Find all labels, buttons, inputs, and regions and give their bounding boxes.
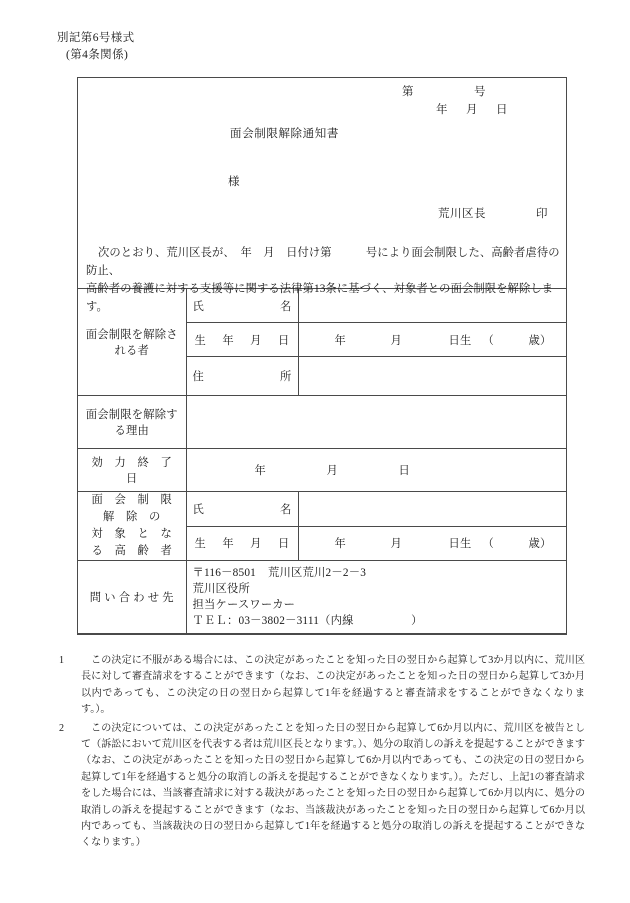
form-number-line1: 別記第6号様式 [57,32,135,44]
elderly-target-name-value[interactable] [298,492,566,527]
notice-header-block [78,78,566,313]
reason-value[interactable] [186,396,566,449]
elderly-target-row-label [78,492,186,561]
elderly-dob-day: 日生 [448,538,472,551]
elderly-name-label-char-first: 氏 [192,503,204,516]
expiry-month: 月 [326,465,338,477]
notice-frame [77,77,567,635]
elderly-target-name-label [186,492,298,527]
dob-year: 年 [334,334,346,347]
dob-label-char1: 生 [194,334,206,347]
elderly-dob-label-inner [193,535,292,551]
footnote-number: 1 [59,655,65,666]
expiry-row-label: 効 力 終 了 日 [78,449,186,492]
seal-mark: 印 [536,208,548,220]
elderly-name-label-char-last: 名 [280,503,292,516]
address-label-inner [193,368,292,384]
elderly-target-dob-value[interactable] [298,526,566,561]
elderly-dob-age-close: 歳） [528,538,552,551]
address-label-char-last: 所 [280,371,292,383]
addressee-suffix: 様 [228,176,240,188]
dob-label-inner [193,332,292,348]
expiry-day: 日 [398,465,410,477]
released-person-address-label [186,357,298,396]
elderly-dob-month: 月 [390,538,402,551]
elderly-dob-label-char3: 月 [250,538,262,551]
footnote-number: 2 [59,722,65,734]
released-person-row-label: 面会制限を解除される者 [78,289,186,396]
form-number-line2: (第4条関係) [66,49,129,61]
expiry-value-inner [193,462,561,478]
footnote-text: この決定については、この決定があったことを知った日の翌日から起算して6か月以内に、荒川区を被告として（訴訟において荒川区を代表する者は荒川区長となります。）、処分の取消しの訴えを提起することができます（なお、この決定があったことを知った日の翌日から起算して6か月以内であっても、この決定の日の翌日から起算して1年を経過すると処分の取消しの訴えを提起することができなくなります。）。ただし、上記1の審査請求をした場合には、当該審査請求に対する裁決があったことを知った日の翌日から起算して6か月以内に、処分の取消しの訴えを提起することができます（なお、当該裁決があったことを知った日の翌日から起算して6か月以内であっても、当該裁決の日の翌日から起算して1年を経過すると処分の取消しの訴えを提起することができなくなります。） [81,722,585,849]
elderly-dob-label-char2: 年 [222,538,234,551]
table-row [78,449,566,492]
dob-label-char2: 年 [222,334,234,347]
released-person-dob-label [186,323,298,357]
reason-row-label: 面会制限を解除する理由 [78,396,186,449]
dob-label-char4: 日 [277,334,290,347]
elderly-target-label-line1: 面 会 制 限 解 除 の [91,494,184,523]
notice-body-text [86,244,560,316]
contact-postal-code: 〒116－8501 [192,567,257,579]
notice-body-line1: 次のとおり、荒川区長が、 年 月 日付け第 号により面会制限した、高齢者虐待の防止、 [86,247,560,277]
contact-office: 荒川区役所 [192,583,250,595]
document-number-line [402,83,552,101]
footnote-text: この決定に不服がある場合には、この決定があったことを知った日の翌日から起算して3か月以内に、荒川区長に対して審査請求をすることができます（なお、この決定があったことを知った日の翌日から起算して3か月以内であっても、この決定の日の翌日から起算して1年を経過すると審査請求をすることができなくなります。）。 [81,655,585,716]
table-row [78,561,566,634]
contact-address: 荒川区荒川2－2－3 [268,567,367,579]
dob-month: 月 [390,334,402,347]
name-label-char-last: 名 [280,300,292,313]
table-row [78,492,566,527]
address-label-char-first: 住 [192,371,204,383]
dob-label-char3: 月 [250,334,262,347]
document-title: 面会制限解除通知書 [230,128,339,140]
elderly-dob-label-char4: 日 [277,538,290,551]
document-number-label: 第 [402,86,415,98]
dob-age-close: 歳） [528,334,552,347]
elderly-dob-label-char1: 生 [194,538,206,551]
released-person-address-value[interactable] [298,357,566,396]
footnote-item [57,721,585,852]
elderly-dob-age-open: （ [482,538,494,551]
form-number-header [57,30,135,64]
issuer-block [438,205,548,221]
elderly-name-label-inner [193,501,292,517]
contact-staff: 担当ケースワーカー [192,599,296,611]
elderly-target-label-line2: 対 象 と な る 高 齢 者 [91,528,184,557]
elderly-dob-value-inner [305,535,561,551]
dob-day: 日生 [448,334,472,347]
elderly-dob-year: 年 [334,538,346,551]
dob-age-open: （ [482,334,494,347]
notice-date-line: 年 月 日 [436,104,511,116]
contact-tel: ＴＥＬ：03－3802－3111（内線 ） [192,615,423,627]
notice-body-line2: 高齢者の養護に対する支援等に関する法律第13条に基づく、対象者との面会制限を解除します。 [86,283,554,313]
dob-value-inner [305,332,561,348]
name-label-char-first: 氏 [192,300,204,313]
contact-row-label: 問 い 合 わ せ 先 [78,561,186,634]
elderly-target-dob-label [186,526,298,561]
expiry-value[interactable] [186,449,566,492]
expiry-year: 年 [254,465,266,477]
released-person-dob-value[interactable] [298,323,566,357]
document-number-block [402,83,552,119]
document-number-unit: 号 [474,86,487,98]
notice-table [78,288,566,634]
table-row [78,396,566,449]
footnotes [57,653,585,854]
issuer-name: 荒川区長 [438,208,486,220]
footnote-item [57,653,585,719]
contact-address-line [193,565,561,581]
contact-value [186,561,566,634]
